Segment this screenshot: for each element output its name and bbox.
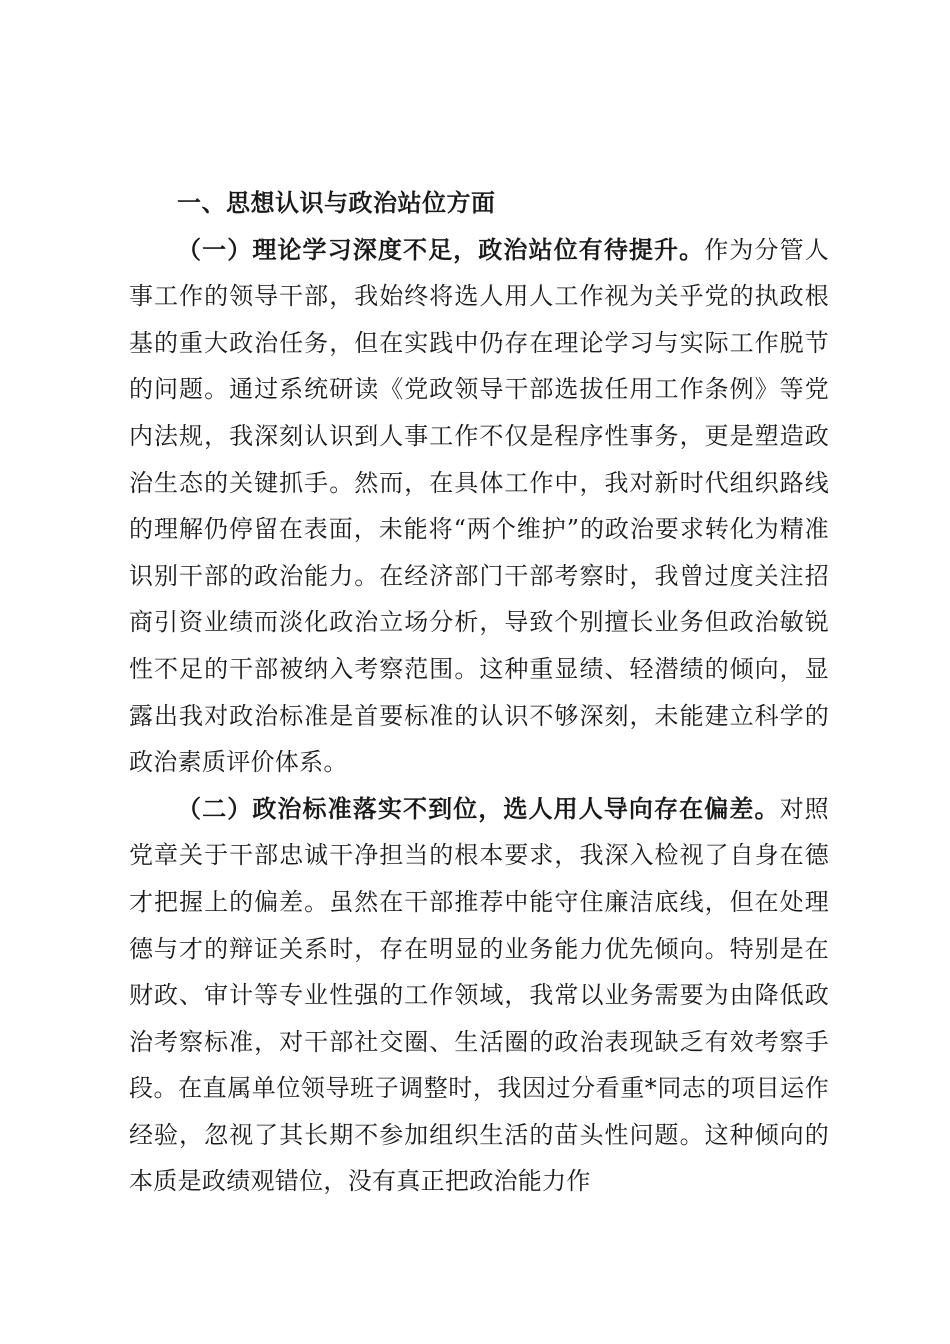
paragraph-2-body: 对照党章关于干部忠诚干净担当的根本要求，我深入检视了自身在德才把握上的偏差。虽然在干部推荐中能守住廉洁底线，但在处理德与才的辩证关系时，存在明显的业务能力优先倾向。特别是在财政、审计等专业性强的工作领域，我常以业务需要为由降低政治考察标准，对干部社交圈、生活圈的政治表现缺乏有效考察手段。在直属单位领导班子调整时，我因过分看重*同志的项目运作经验，忽视了其长期不参加组织生活的苗头性问题。这种倾向的本质是政绩观错位，没有真正把政治能力作	[129, 794, 829, 1196]
document-body	[129, 180, 829, 1205]
paragraph-1	[129, 227, 829, 786]
paragraph-1-body: 作为分管人事工作的领导干部，我始终将选人用人工作视为关乎党的执政根基的重大政治任务，但在实践中仍存在理论学习与实际工作脱节的问题。通过系统研读《党政领导干部选拔任用工作条例》等党内法规，我深刻认识到人事工作不仅是程序性事务，更是塑造政治生态的关键抓手。然而，在具体工作中，我对新时代组织路线的理解仍停留在表面，未能将“两个维护”的政治要求转化为精准识别干部的政治能力。在经济部门干部考察时，我曾过度关注招商引资业绩而淡化政治立场分析，导致个别擅长业务但政治敏锐性不足的干部被纳入考察范围。这种重显绩、轻潜绩的倾向，显露出我对政治标准是首要标准的认识不够深刻，未能建立科学的政治素质评价体系。	[129, 235, 829, 777]
paragraph-2	[129, 786, 829, 1205]
paragraph-1-title: （一）理论学习深度不足，政治站位有待提升。	[177, 235, 705, 264]
paragraph-2-title: （二）政治标准落实不到位，选人用人导向存在偏差。	[177, 794, 780, 823]
section-heading: 一、思想认识与政治站位方面	[177, 189, 496, 217]
